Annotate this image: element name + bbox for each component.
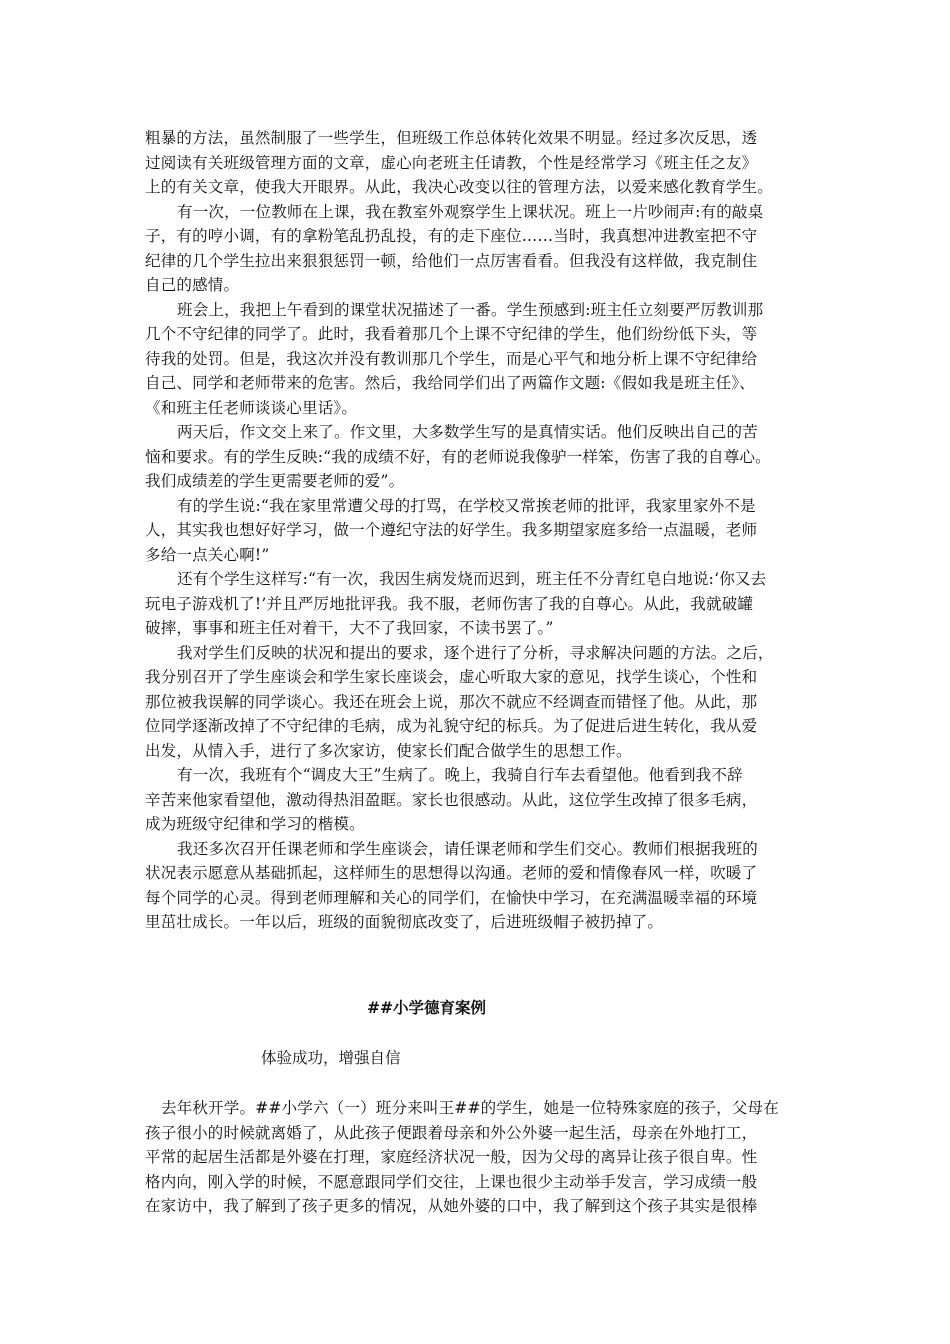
text-line: 出发，从情入手，进行了多次家访，使家长们配合做学生的思想工作。 bbox=[145, 741, 632, 760]
text-line: 《和班主任老师谈谈心里话》。 bbox=[145, 398, 358, 417]
text-line: 我分别召开了学生座谈会和学生家长座谈会，虚心听取大家的意见，找学生谈心，个性和 bbox=[145, 668, 758, 686]
text-line: 辛苦来他家看望他，激动得热泪盈眶。家长也很感动。从此，这位学生改掉了很多毛病， bbox=[145, 790, 758, 809]
text-line: 我对学生们反映的状况和提出的要求，逐个进行了分析，寻求解决问题的方法。之后， bbox=[177, 643, 774, 662]
text-line: 成为班级守纪律和学习的楷模。 bbox=[145, 815, 365, 833]
section-title: ##小学德育案例 bbox=[367, 998, 486, 1017]
text-line: 多给一点关心啊!” bbox=[145, 545, 270, 564]
text-line: 我们成绩差的学生更需要老师的爱”。 bbox=[145, 472, 405, 490]
text-line: 那位被我误解的同学谈心。我还在班会上说，那次不就应不经调查而错怪了他。从此，那 bbox=[145, 692, 758, 711]
text-line: 两天后，作文交上来了。作文里，大多数学生写的是真情实话。他们反映出自己的苦 bbox=[177, 423, 758, 441]
text-line: 自己的感情。 bbox=[145, 276, 240, 294]
text-line: 过阅读有关班级管理方面的文章，虚心向老班主任请教，个性是经常学习《班主任之友》 bbox=[145, 153, 758, 172]
text-line: 粗暴的方法，虽然制服了一些学生，但班级工作总体转化效果不明显。经过多次反思，透 bbox=[145, 129, 758, 147]
body-text-section-1 bbox=[145, 126, 823, 935]
text-line: 状况表示愿意从基础抓起，这样师生的思想得以沟通。老师的爱和情像春风一样，吹暖了 bbox=[145, 864, 758, 882]
text-line: 格内向，刚入学的时候，不愿意跟同学们交往，上课也很少主动举手发言，学习成绩一般 bbox=[145, 1172, 758, 1191]
text-line: 玩电子游戏机了!’并且严厉地批评我。我不服，老师伤害了我的自尊心。从此，我就破罐 bbox=[145, 594, 754, 613]
text-line: 平常的起居生活都是外婆在打理，家庭经济状况一般，因为父母的离异让孩子很自卑。性 bbox=[145, 1148, 758, 1166]
text-line: 破摔，事事和班主任对着干，大不了我回家，不读书罢了。” bbox=[145, 619, 554, 637]
text-line: 有一次，我班有个“调皮大王”生病了。晚上，我骑自行车去看望他。他看到我不辞 bbox=[177, 766, 743, 784]
text-line: 去年秋开学。##小学六（一）班分来叫王##的学生，她是一位特殊家庭的孩子，父母在 bbox=[161, 1099, 779, 1117]
text-line: 班会上，我把上午看到的课堂状况描述了一番。学生预感到:班主任立刻要严厉教训那 bbox=[177, 300, 764, 319]
text-line: 位同学逐渐改掉了不守纪律的毛病，成为礼貌守纪的标兵。为了促进后进生转化，我从爱 bbox=[145, 717, 758, 735]
text-line: 里茁壮成长。一年以后，班级的面貌彻底改变了，后进班级帽子被扔掉了。 bbox=[145, 913, 664, 931]
text-line: 人，其实我也想好好学习，做一个遵纪守法的好学生。我多期望家庭多给一点温暖，老师 bbox=[145, 521, 758, 539]
body-text-section-2 bbox=[145, 1096, 823, 1219]
text-line: 子，有的哼小调，有的拿粉笔乱扔乱投，有的走下座位……当时，我真想冲进教室把不守 bbox=[145, 227, 758, 245]
text-line: 有的学生说:“我在家里常遭父母的打骂，在学校又常挨老师的批评，我家里家外不是 bbox=[177, 496, 756, 515]
text-line: 在家访中，我了解到了孩子更多的情况，从她外婆的口中，我了解到这个孩子其实是很棒 bbox=[145, 1197, 758, 1215]
text-line: 纪律的几个学生拉出来狠狠惩罚一顿，给他们一点厉害看看。但我没有这样做，我克制住 bbox=[145, 251, 758, 270]
text-line: 几个不守纪律的同学了。此时，我看着那几个上课不守纪律的学生，他们纷纷低下头，等 bbox=[145, 325, 758, 343]
text-line: 恼和要求。有的学生反映:“我的成绩不好，有的老师说我像驴一样笨，伤害了我的自尊心。 bbox=[145, 447, 771, 466]
text-line: 自己、同学和老师带来的危害。然后，我给同学们出了两篇作文题:《假如我是班主任》、 bbox=[145, 374, 755, 392]
text-line: 孩子很小的时候就离婚了，从此孩子便跟着母亲和外公外婆一起生活，母亲在外地打工， bbox=[145, 1123, 758, 1142]
text-line: 还有个学生这样写:“有一次，我因生病发烧而迟到，班主任不分青红皂白地说:‘你又去 bbox=[177, 570, 767, 588]
text-line: 每个同学的心灵。得到老师理解和关心的同学们，在愉快中学习，在充满温暖幸福的环境 bbox=[145, 888, 758, 907]
text-line: 我还多次召开任课老师和学生座谈会，请任课老师和学生们交心。教师们根据我班的 bbox=[177, 839, 758, 858]
section-subtitle: 体验成功，增强自信 bbox=[261, 1049, 401, 1067]
text-line: 待我的处罚。但是，我这次并没有教训那几个学生，而是心平气和地分析上课不守纪律给 bbox=[145, 349, 758, 368]
text-line: 有一次，一位教师在上课，我在教室外观察学生上课状况。班上一片吵闹声:有的敲桌 bbox=[177, 202, 764, 221]
text-line: 上的有关文章，使我大开眼界。从此，我决心改变以往的管理方法，以爱来感化教育学生。 bbox=[145, 178, 774, 196]
